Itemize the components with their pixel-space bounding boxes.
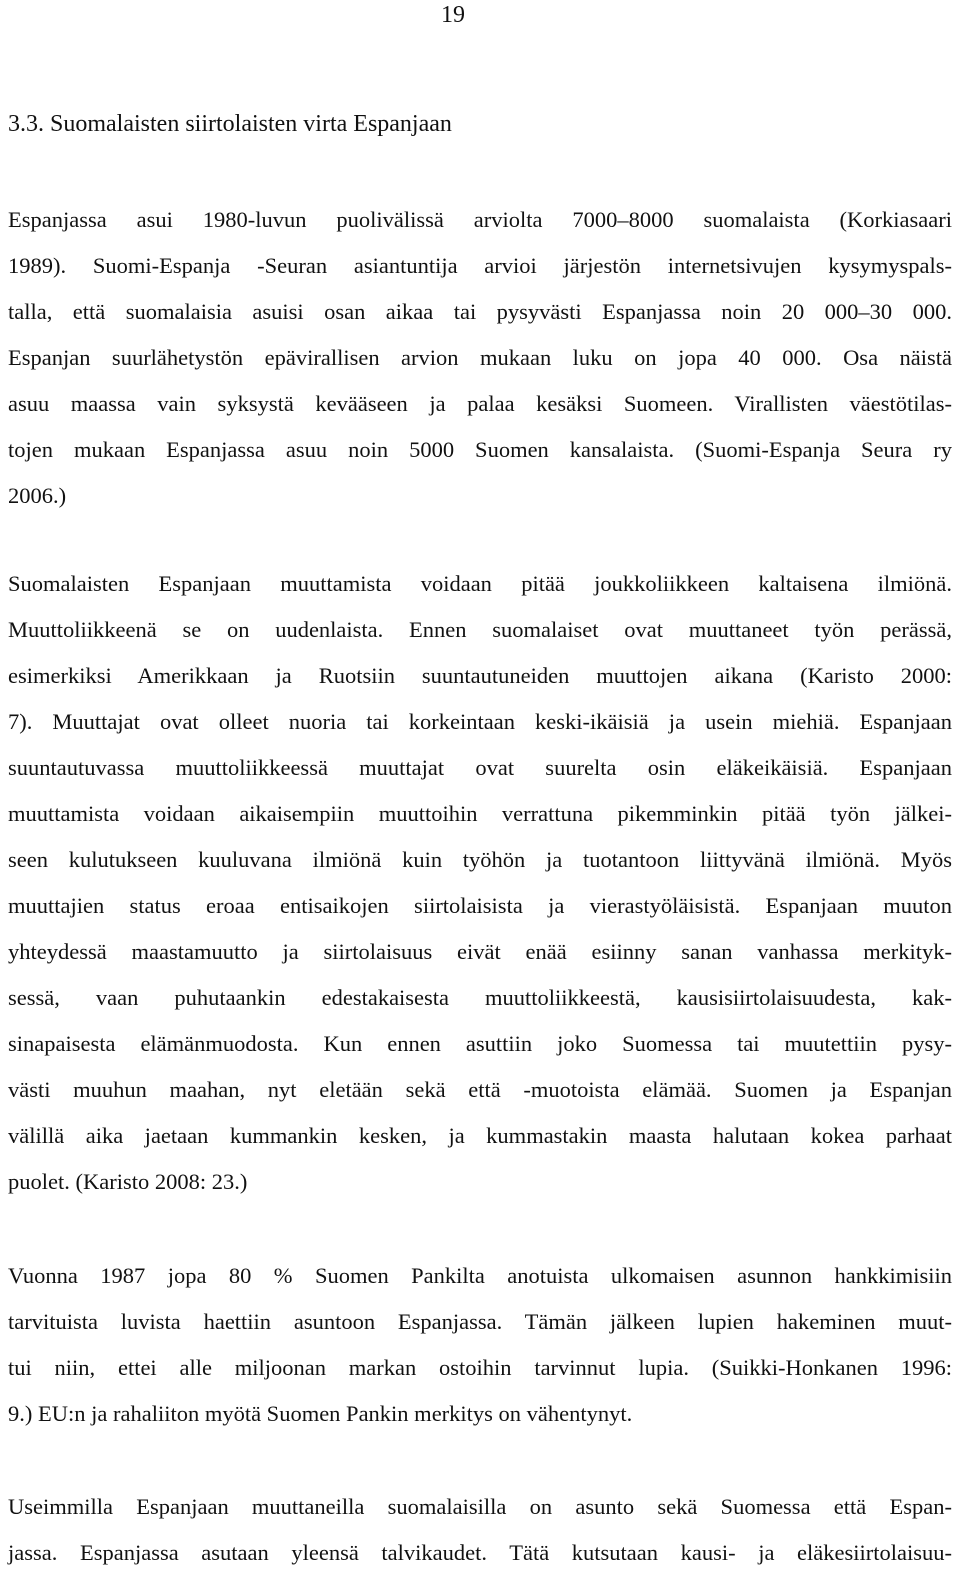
paragraph <box>8 561 952 1205</box>
text-line: esimerkiksi Amerikkaan ja Ruotsiin suuntautuneiden muuttojen aikana (Karisto 2000: <box>8 663 952 688</box>
text-line: Suomalaisten Espanjaan muuttamista voidaan pitää joukkoliikkeen kaltaisena ilmiönä. <box>8 571 952 596</box>
text-line: muuttamista voidaan aikaisempiin muuttoihin verrattuna pikemminkin pitää työn jälkei- <box>8 801 952 826</box>
text-line: tojen mukaan Espanjassa asuu noin 5000 Suomen kansalaista. (Suomi-Espanja Seura ry <box>8 437 952 462</box>
text-line: sessä, vaan puhutaankin edestakaisesta muuttoliikkeestä, kausisiirtolaisuudesta, kak- <box>8 985 952 1010</box>
text-line: yhteydessä maastamuutto ja siirtolaisuus eivät enää esiinny sanan vanhassa merkityk- <box>8 939 952 964</box>
text-line: Vuonna 1987 jopa 80 % Suomen Pankilta anotuista ulkomaisen asunnon hankkimisiin <box>8 1263 952 1288</box>
text-line: sinapaisesta elämänmuodosta. Kun ennen asuttiin joko Suomessa tai muutettiin pysy- <box>8 1031 952 1056</box>
text-line: 1989). Suomi-Espanja -Seuran asiantuntija arvioi järjestön internetsivujen kysymyspals- <box>8 253 952 278</box>
text-line: 7). Muuttajat ovat olleet nuoria tai korkeintaan keski-ikäisiä ja usein miehiä. Espanjaan <box>8 709 952 734</box>
text-line: seen kulutukseen kuuluvana ilmiönä kuin työhön ja tuotantoon liittyvänä ilmiönä. Myös <box>8 847 952 872</box>
paragraph <box>8 1253 952 1437</box>
text-line: asuu maassa vain syksystä kevääseen ja palaa kesäksi Suomeen. Virallisten väestötilas- <box>8 391 952 416</box>
text-line: 2006.) <box>8 483 67 508</box>
text-line: tui niin, ettei alle miljoonan markan ostoihin tarvinnut lupia. (Suikki-Honkanen 1996: <box>8 1355 952 1380</box>
text-line: västi muuhun maahan, nyt eletään sekä että -muotoista elämää. Suomen ja Espanjan <box>8 1077 952 1102</box>
text-line: jassa. Espanjassa asutaan yleensä talvikaudet. Tätä kutsutaan kausi- ja eläkesiirtolaisuu- <box>8 1540 952 1565</box>
text-line: tarvituista luvista haettiin asuntoon Espanjassa. Tämän jälkeen lupien hakeminen muut- <box>8 1309 952 1334</box>
page-number: 19 <box>441 2 465 28</box>
text-line: talla, että suomalaisia asuisi osan aikaa tai pysyvästi Espanjassa noin 20 000–30 000. <box>8 299 952 324</box>
paragraph <box>8 197 952 519</box>
text-line: Useimmilla Espanjaan muuttaneilla suomalaisilla on asunto sekä Suomessa että Espan- <box>8 1494 952 1519</box>
text-line: Espanjan suurlähetystön epävirallisen arvion mukaan luku on jopa 40 000. Osa näistä <box>8 345 952 370</box>
text-line: 9.) EU:n ja rahaliiton myötä Suomen Pankin merkitys on vähentynyt. <box>8 1401 633 1426</box>
text-line: välillä aika jaetaan kummankin kesken, ja kummastakin maasta halutaan kokea parhaat <box>8 1123 952 1148</box>
paragraph <box>8 1484 952 1576</box>
text-line: muuttajien status eroaa entisaikojen siirtolaisista ja vierastyöläisistä. Espanjaan muuton <box>8 893 952 918</box>
text-line: suuntautuvassa muuttoliikkeessä muuttajat ovat suurelta osin eläkeikäisiä. Espanjaan <box>8 755 952 780</box>
text-line: Espanjassa asui 1980-luvun puolivälissä arviolta 7000–8000 suomalaista (Korkiasaari <box>8 207 952 232</box>
text-line: puolet. (Karisto 2008: 23.) <box>8 1169 248 1194</box>
section-heading: 3.3. Suomalaisten siirtolaisten virta Espanjaan <box>8 111 452 137</box>
text-line: Muuttoliikkeenä se on uudenlaista. Ennen suomalaiset ovat muuttaneet työn perässä, <box>8 617 952 642</box>
